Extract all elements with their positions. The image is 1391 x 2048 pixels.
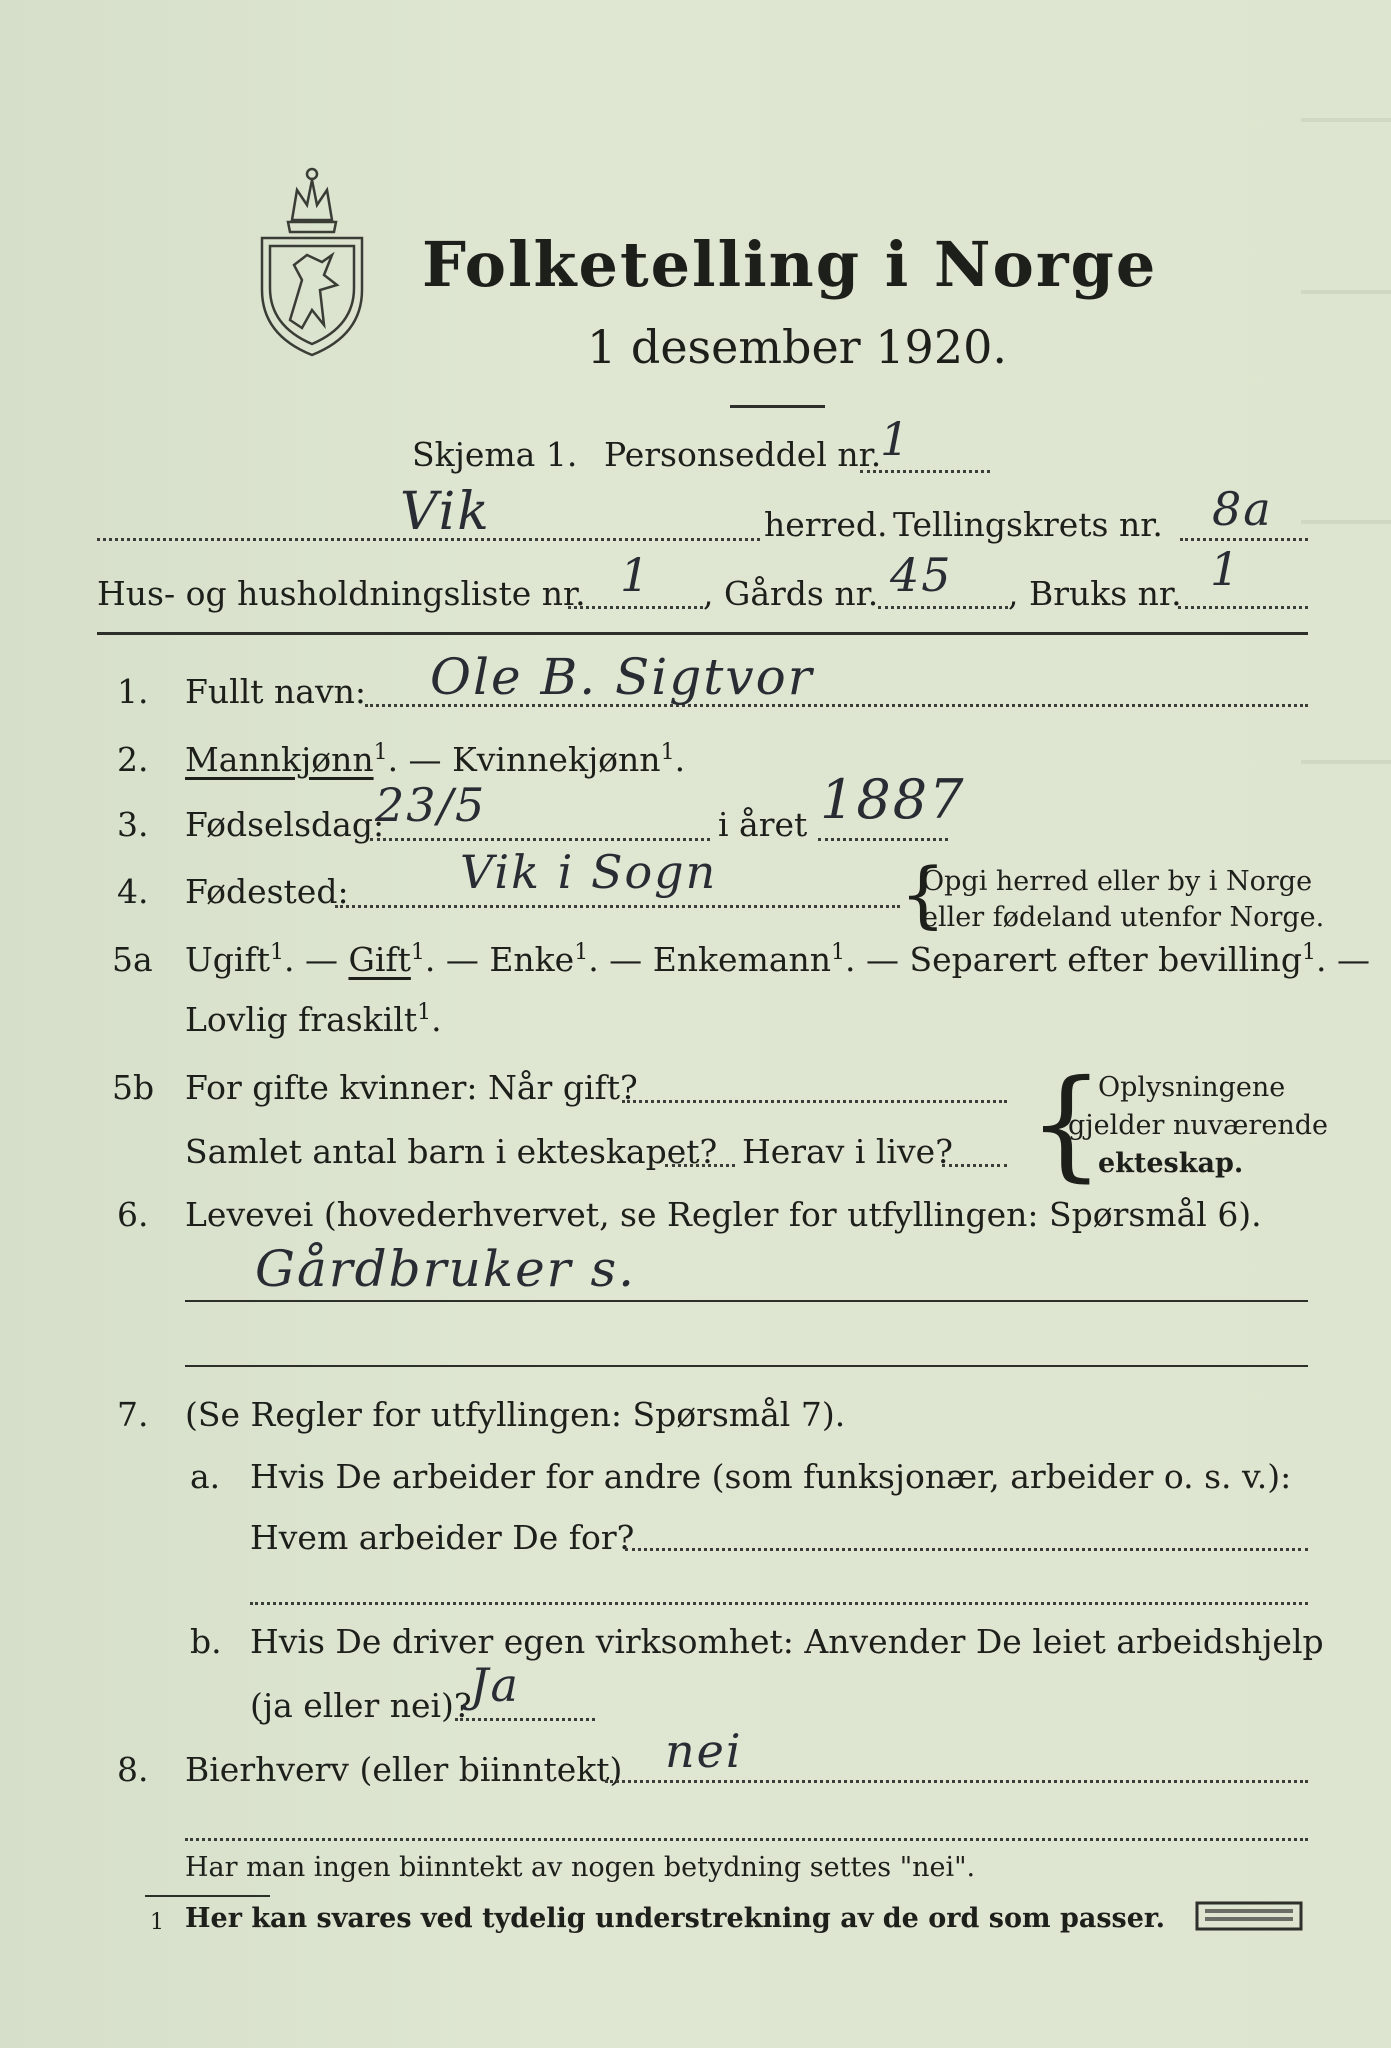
personseddel-value: 1	[880, 412, 912, 466]
q5b-number: 5b	[112, 1068, 155, 1107]
q6-number: 6.	[117, 1195, 149, 1234]
hus-label: Hus- og husholdningsliste nr.	[97, 574, 586, 613]
q7a-number: a.	[190, 1457, 221, 1496]
q5a-option-enkemann[interactable]: Enkemann	[652, 940, 832, 979]
q5b-note1: Oplysningene	[1098, 1072, 1286, 1103]
census-date: 1 desember 1920.	[587, 320, 1007, 374]
q7a-label: Hvis De arbeider for andre (som funksjonær, arbeider o. s. v.):	[250, 1457, 1292, 1496]
hus-line	[568, 606, 703, 609]
q2-row: Mannkjønn$^1$. — Kvinnekjønn$^1$.	[185, 740, 686, 779]
q4-note-line1: Opgi herred eller by i Norge	[922, 866, 1313, 897]
q7b-label: Hvis De driver egen virksomhet: Anvender De leiet arbeidshjelp	[250, 1622, 1324, 1661]
q1-number: 1.	[117, 672, 149, 711]
personseddel-line	[860, 470, 990, 473]
q8-line2	[185, 1838, 1308, 1841]
q4-value: Vik i Sogn	[460, 845, 718, 899]
q5a-option-enke[interactable]: Enke	[489, 940, 575, 979]
q5a-row2: Lovlig fraskilt$^1$.	[185, 1000, 442, 1039]
q5b-alive-line	[942, 1164, 1007, 1167]
q4-line	[335, 905, 900, 908]
norway-coat-of-arms-icon	[252, 160, 372, 360]
q6-line2	[185, 1365, 1308, 1367]
skjema-label: Skjema 1.	[412, 435, 578, 474]
bleed-through-line	[1301, 760, 1391, 764]
q5a-option-ugift[interactable]: Ugift	[185, 940, 270, 979]
q8-label: Bierhverv (eller biinntekt)	[185, 1750, 623, 1789]
q7b-label2: (ja eller nei)?	[250, 1686, 472, 1725]
footnote-rule	[145, 1895, 270, 1897]
tellingskrets-label: Tellingskrets nr.	[893, 505, 1163, 544]
q7-number: 7.	[117, 1395, 149, 1434]
q5b-married-line	[622, 1100, 1007, 1103]
q7b-value: Ja	[470, 1658, 520, 1712]
q7a-label2: Hvem arbeider De for?	[250, 1518, 635, 1557]
q2-female-option[interactable]: Kvinnekjønn	[452, 740, 661, 779]
herred-label: herred.	[764, 505, 888, 544]
printer-stamp-icon	[1195, 1900, 1305, 1934]
q1-label: Fullt navn:	[185, 672, 366, 711]
q5b-note2: gjelder nuværende	[1068, 1110, 1328, 1141]
q3-value: 23/5	[375, 778, 487, 832]
footnote-text: Her kan svares ved tydelig understrekning av de ord som passer.	[185, 1903, 1166, 1934]
bleed-through-line	[1301, 118, 1391, 122]
q5a-row: Ugift$^1$. — Gift$^1$. — Enke$^1$. — Enkemann$^1$. — Separert efter bevilling$^1$. —	[185, 940, 1370, 979]
q5a-option-separert[interactable]: Separert efter bevilling	[909, 940, 1302, 979]
income-note: Har man ingen biinntekt av nogen betydning settes "nei".	[185, 1852, 976, 1883]
q5b-children-label: Samlet antal barn i ekteskapet?	[185, 1132, 718, 1171]
q6-line1	[185, 1300, 1308, 1302]
q4-brace: {	[900, 852, 946, 936]
q5a-option-fraskilt[interactable]: Lovlig fraskilt	[185, 1000, 418, 1039]
q5b-married-label: For gifte kvinner: Når gift?	[185, 1068, 638, 1107]
q3-year-value: 1887	[820, 768, 966, 831]
q3-label: Fødselsdag:	[185, 805, 385, 844]
bruks-label: , Bruks nr.	[1008, 574, 1182, 613]
title-divider	[730, 405, 825, 408]
herred-value: Vik	[400, 482, 491, 542]
q5b-children-line	[665, 1164, 735, 1167]
q3-year-line	[818, 838, 948, 841]
q6-label: Levevei (hovederhvervet, se Regler for utfyllingen: Spørsmål 6).	[185, 1195, 1262, 1234]
gards-value: 45	[890, 548, 953, 602]
q5a-option-gift[interactable]: Gift	[348, 940, 411, 979]
section-rule	[97, 632, 1308, 635]
q3-year-label: i året	[718, 805, 808, 844]
gards-label: , Gårds nr.	[703, 574, 879, 613]
q7-label: (Se Regler for utfyllingen: Spørsmål 7).	[185, 1395, 846, 1434]
q5b-note3: ekteskap.	[1098, 1148, 1244, 1179]
q1-value: Ole B. Sigtvor	[430, 648, 814, 706]
footnote-mark: 1	[150, 1910, 164, 1935]
q4-number: 4.	[117, 872, 149, 911]
q5b-brace: {	[1028, 1055, 1105, 1194]
q7b-line	[455, 1718, 595, 1721]
hus-value: 1	[620, 548, 652, 602]
q4-label: Fødested:	[185, 872, 349, 911]
form-title: Folketelling i Norge	[422, 228, 1158, 301]
bleed-through-line	[1301, 290, 1391, 294]
q6-value: Gårdbruker s.	[255, 1240, 637, 1298]
q8-line	[605, 1780, 1308, 1783]
q8-number: 8.	[117, 1750, 149, 1789]
q5a-number: 5a	[112, 940, 153, 979]
q4-note-line2: eller fødeland utenfor Norge.	[922, 902, 1325, 933]
q7b-number: b.	[190, 1622, 222, 1661]
q3-number: 3.	[117, 805, 149, 844]
q8-value: nei	[665, 1724, 743, 1778]
q7a-line	[625, 1548, 1308, 1551]
q3-line	[370, 838, 710, 841]
q2-number: 2.	[117, 740, 149, 779]
q7a-line2	[250, 1602, 1308, 1605]
bruks-value: 1	[1210, 542, 1242, 596]
gards-line	[878, 606, 1008, 609]
personseddel-label: Personseddel nr.	[604, 435, 882, 474]
tellingskrets-line	[1180, 538, 1308, 541]
q2-male-option[interactable]: Mannkjønn	[185, 740, 374, 779]
q5b-alive-label: Herav i live?	[742, 1132, 953, 1171]
tellingskrets-value: 8a	[1212, 482, 1273, 536]
bleed-through-line	[1301, 520, 1391, 524]
bruks-line	[1178, 606, 1308, 609]
